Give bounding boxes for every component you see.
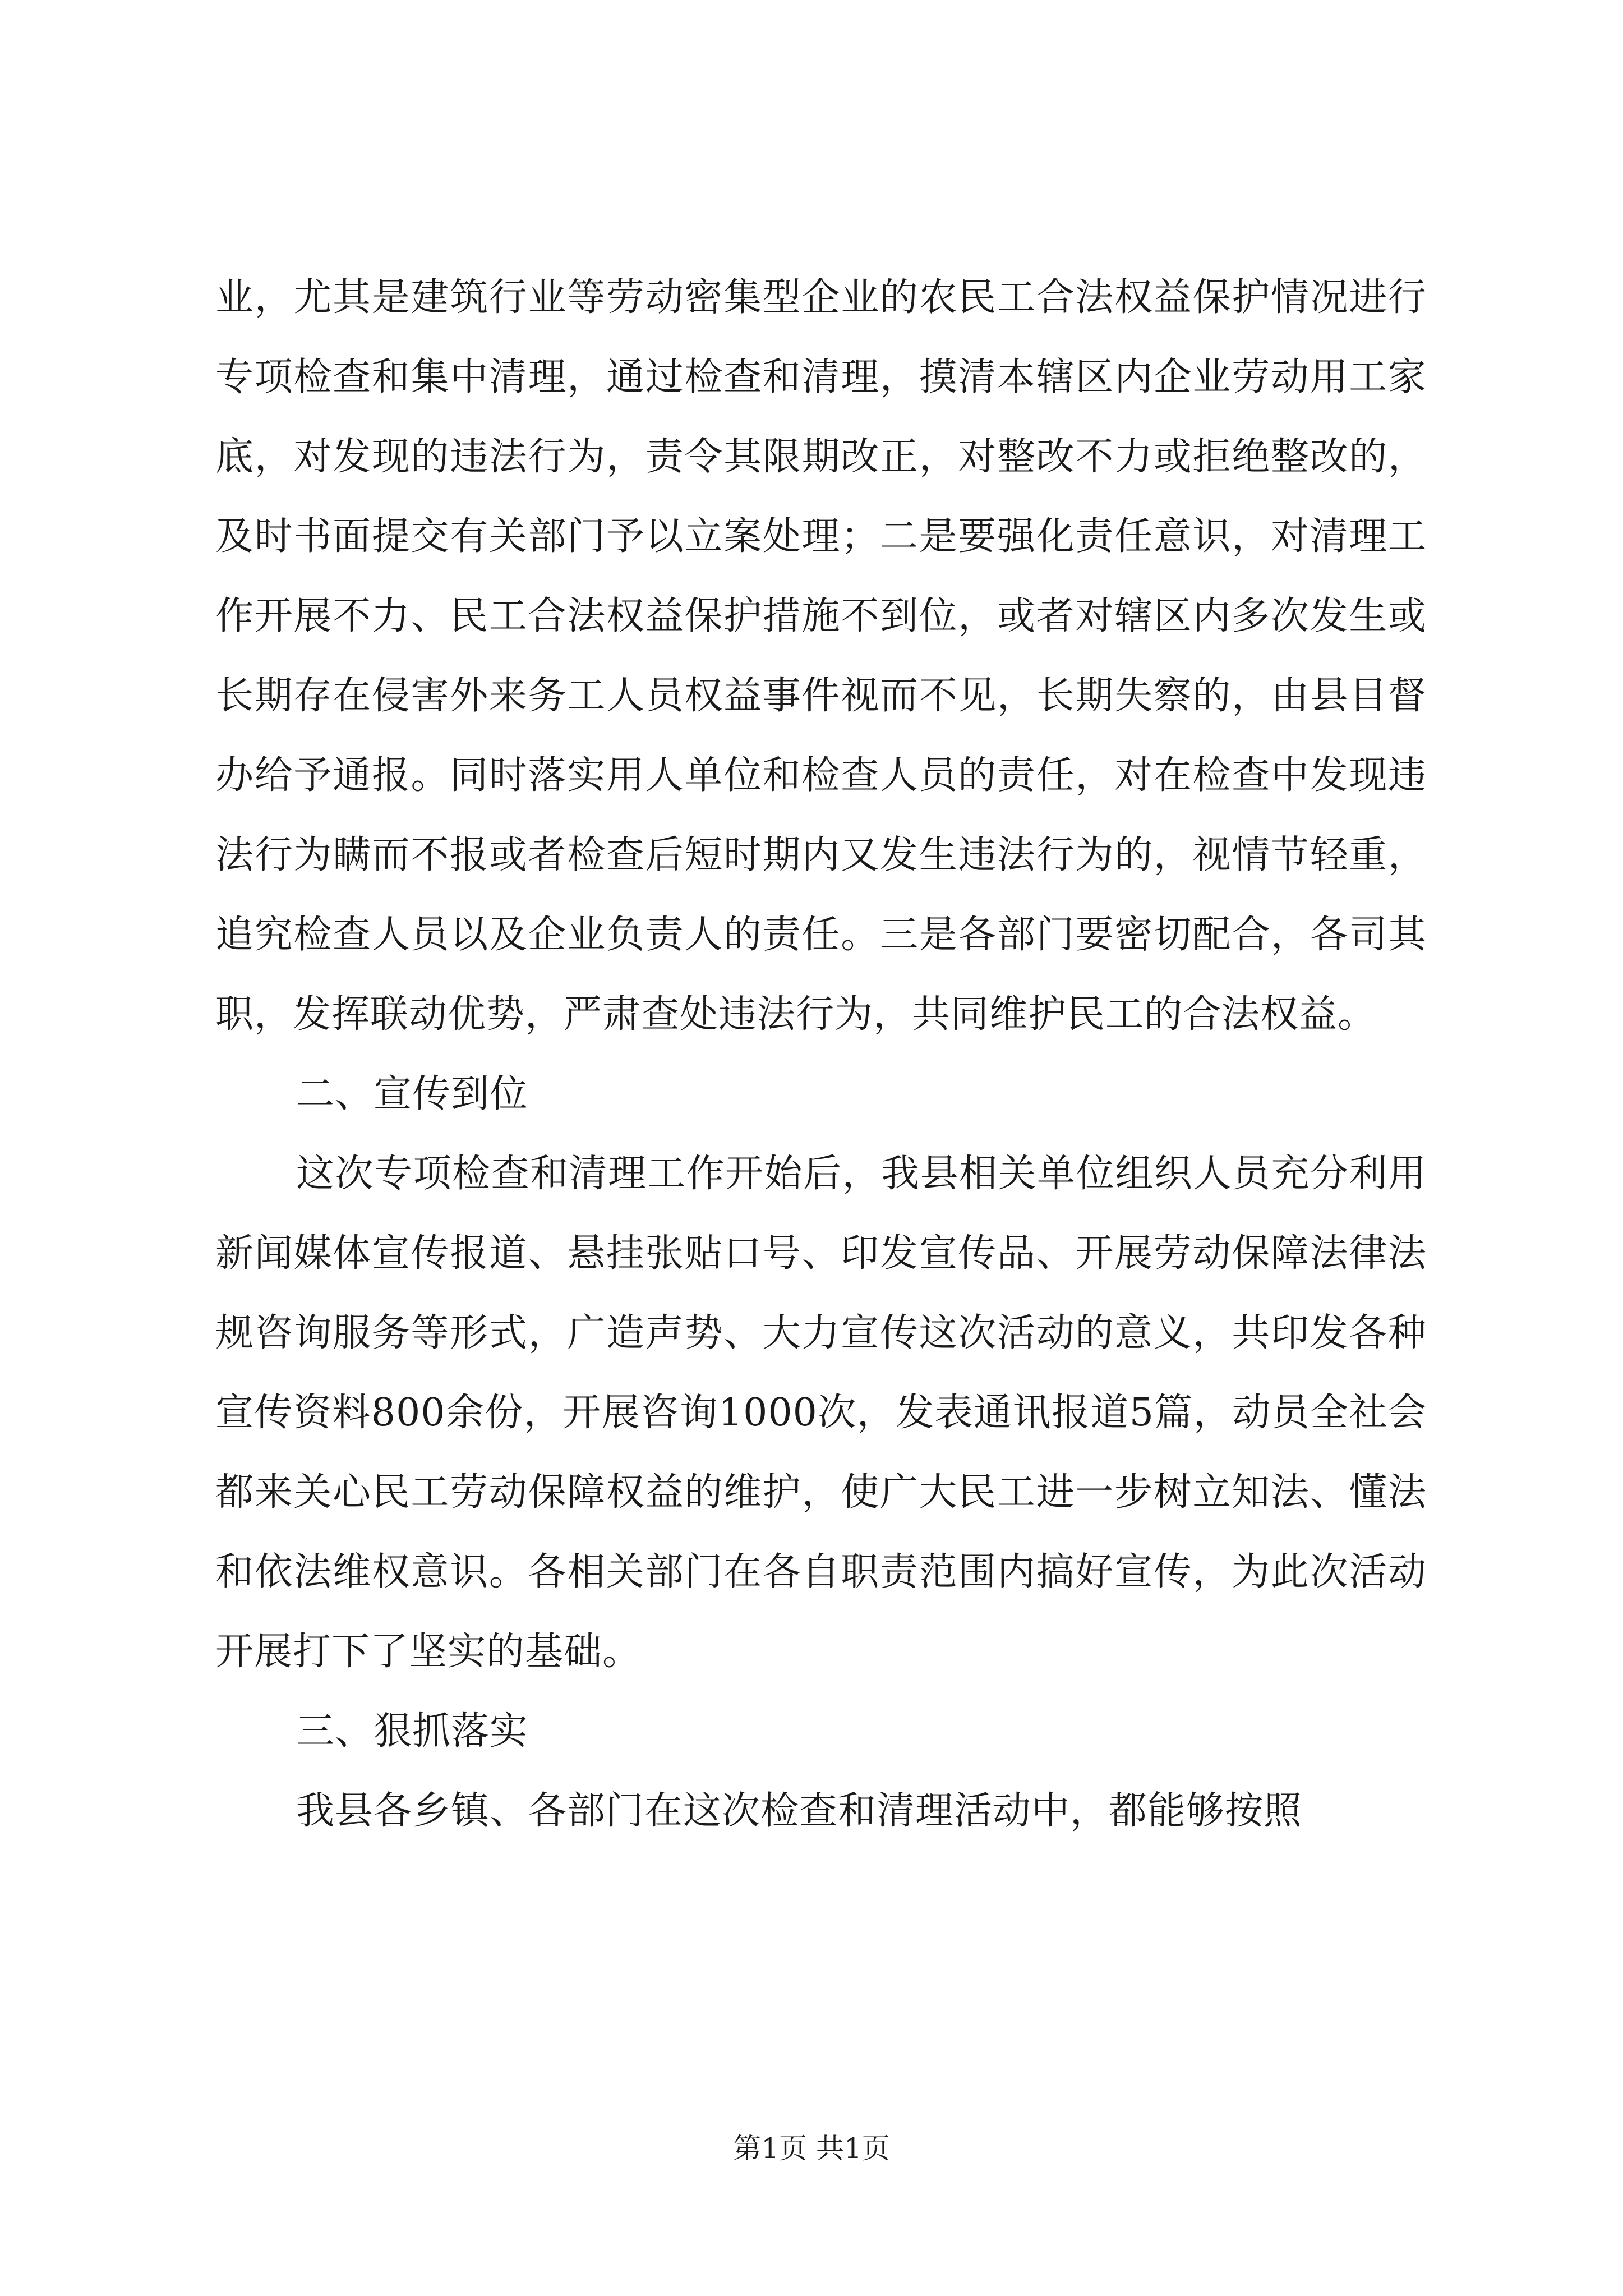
document-body	[215, 258, 1427, 1851]
paragraph-intro: 业，尤其是建筑行业等劳动密集型企业的农民工合法权益保护情况进行专项检查和集中清理，通过检查和清理，摸清本辖区内企业劳动用工家底，对发现的违法行为，责令其限期改正，对整改不力或拒绝整改的，及时书面提交有关部门予以立案处理；二是要强化责任意识，对清理工作开展不力、民工合法权益保护措施不到位，或者对辖区内多次发生或长期存在侵害外来务工人员权益事件视而不见，长期失察的，由县目督办给予通报。同时落实用人单位和检查人员的责任，对在检查中发现违法行为瞒而不报或者检查后短时期内又发生违法行为的，视情节轻重，追究检查人员以及企业负责人的责任。三是各部门要密切配合，各司其职，发挥联动优势，严肃查处违法行为，共同维护民工的合法权益。	[215, 275, 1427, 1037]
page-number-footer: 第1页 共1页	[733, 2132, 890, 2165]
section-heading-implementation: 三、狠抓落实	[296, 1709, 529, 1754]
paragraph-implementation: 我县各乡镇、各部门在这次检查和清理活动中，都能够按照	[296, 1789, 1303, 1833]
section-heading-publicity: 二、宣传到位	[296, 1072, 529, 1116]
paragraph-publicity: 这次专项检查和清理工作开始后，我县相关单位组织人员充分利用新闻媒体宣传报道、悬挂张贴口号、印发宣传品、开展劳动保障法律法规咨询服务等形式，广造声势、大力宣传这次活动的意义，共印发各种宣传资料800余份，开展咨询1000次，发表通讯报道5篇，动员全社会都来关心民工劳动保障权益的维护，使广大民工进一步树立知法、懂法和依法维权意识。各相关部门在各自职责范围内搞好宣传，为此次活动开展打下了坚实的基础。	[215, 1152, 1427, 1674]
